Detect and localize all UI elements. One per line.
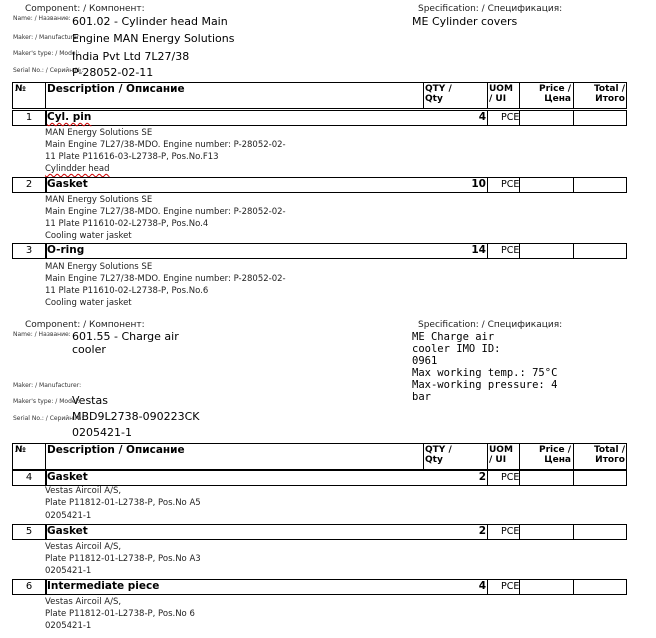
header-description: Description / Описание [47,83,185,95]
name-label: Name: / Название: [13,331,71,338]
item-uom: PCE [501,179,520,190]
component-name-line1: 601.02 - Cylinder head Main [72,15,228,28]
item-qty: 2 [478,525,486,537]
header-qty: QTY / Qty [425,84,452,104]
item-qty: 14 [471,244,486,256]
spec-line: 0961 [412,355,438,367]
item-qty: 2 [478,471,486,483]
item-detail: Plate P11812-01-L2738-P, Pos.No A3 [45,554,201,564]
table-header [12,443,627,470]
table-row [12,110,627,126]
maker-label: Maker: / Manufacturer: [13,34,82,41]
item-detail: MAN Energy Solutions SE [45,262,153,272]
item-description: Gasket [47,525,88,537]
item-uom: PCE [501,526,520,537]
table-row [12,470,627,486]
item-detail: 11 Plate P11610-02-L2738-P, Pos.No.6 [45,286,209,296]
table-row [12,579,627,595]
item-detail: Main Engine 7L27/38-MDO. Engine number: P-28052-02- [45,140,286,150]
item-uom: PCE [501,581,520,592]
item-uom: PCE [501,472,520,483]
component-name-line1: 601.55 - Charge air [72,330,179,343]
serial-label: Serial No.: / Серийн.№: [13,67,84,74]
table-row [12,177,627,193]
maker-type-label: Maker's type: / Model: [13,50,80,57]
item-detail: 0205421-1 [45,566,92,576]
item-number: 1 [25,112,33,123]
maker-value: Vestas [72,394,108,407]
component-label: Component: / Компонент: [25,4,145,14]
header-total: Total / Итого [593,84,625,104]
item-detail: 0205421-1 [45,511,92,521]
spec-line: cooler IMO ID: [412,343,501,355]
header-description: Description / Описание [47,444,185,456]
name-label: Name: / Название: [13,15,71,22]
item-number: 6 [25,581,33,592]
specification-label: Specification: / Спецификация: [418,4,563,14]
item-detail: Plate P11812-01-L2738-P, Pos.No 6 [45,609,195,619]
header-no: № [15,84,26,94]
item-description: Gasket [47,471,88,483]
item-description: Gasket [47,178,88,190]
serial-label: Serial No.: / Серийн.№: [13,415,84,422]
item-detail: Cylindder head [45,164,110,174]
header-no: № [15,445,26,455]
specification-value: ME Cylinder covers [412,15,518,28]
item-detail: Cooling water jasket [45,298,132,308]
item-detail: Cooling water jasket [45,231,132,241]
item-description: Intermediate piece [47,580,160,592]
specification-label: Specification: / Спецификация: [418,320,563,330]
item-number: 3 [25,245,33,256]
item-detail: Vestas Aircoil A/S, [45,597,122,607]
item-uom: PCE [501,112,520,123]
component-name-line2: cooler [72,343,106,356]
item-detail: Plate P11812-01-L2738-P, Pos.No A5 [45,498,201,508]
item-detail: 11 Plate P11616-03-L2738-P, Pos.No.F13 [45,152,219,162]
item-description: Cyl. pin [47,111,92,123]
item-detail: MAN Energy Solutions SE [45,128,153,138]
item-detail: Main Engine 7L27/38-MDO. Engine number: P-28052-02- [45,207,286,217]
serial-value: P-28052-02-11 [72,66,154,79]
header-total: Total / Итого [593,445,625,465]
table-row [12,524,627,540]
spec-line: Max working temp.: 75°C [412,367,558,379]
table-header [12,82,627,109]
item-number: 2 [25,179,33,190]
spec-line: Max-working pressure: 4 [412,379,558,391]
item-detail: 11 Plate P11610-02-L2738-P, Pos.No.4 [45,219,209,229]
item-detail: 0205421-1 [45,621,92,631]
maker-type-value: India Pvt Ltd 7L27/38 [72,50,190,63]
header-uom: UOM / UI [489,84,513,104]
maker-type-label: Maker's type: / Model: [13,398,80,405]
item-detail: Main Engine 7L27/38-MDO. Engine number: P-28052-02- [45,274,286,284]
item-number: 5 [25,526,33,537]
header-uom: UOM / UI [489,445,513,465]
serial-value: 0205421-1 [72,426,132,439]
item-detail: Vestas Aircoil A/S, [45,486,122,496]
item-uom: PCE [501,245,520,256]
component-name-line2: Engine MAN Energy Solutions [72,32,235,45]
item-qty: 4 [478,580,486,592]
spec-line: bar [412,391,431,403]
header-price: Price / Цена [539,84,571,104]
component-label: Component: / Компонент: [25,320,145,330]
item-detail: MAN Energy Solutions SE [45,195,153,205]
item-qty: 4 [478,111,486,123]
header-price: Price / Цена [539,445,571,465]
table-row [12,243,627,259]
header-qty: QTY / Qty [425,445,452,465]
item-detail: Vestas Aircoil A/S, [45,542,122,552]
item-description: O-ring [47,244,85,256]
maker-type-value: MBD9L2738-090223CK [72,410,200,423]
spec-line: ME Charge air [412,331,495,343]
maker-label: Maker: / Manufacturer: [13,382,82,389]
item-qty: 10 [471,178,486,190]
item-number: 4 [25,472,33,483]
